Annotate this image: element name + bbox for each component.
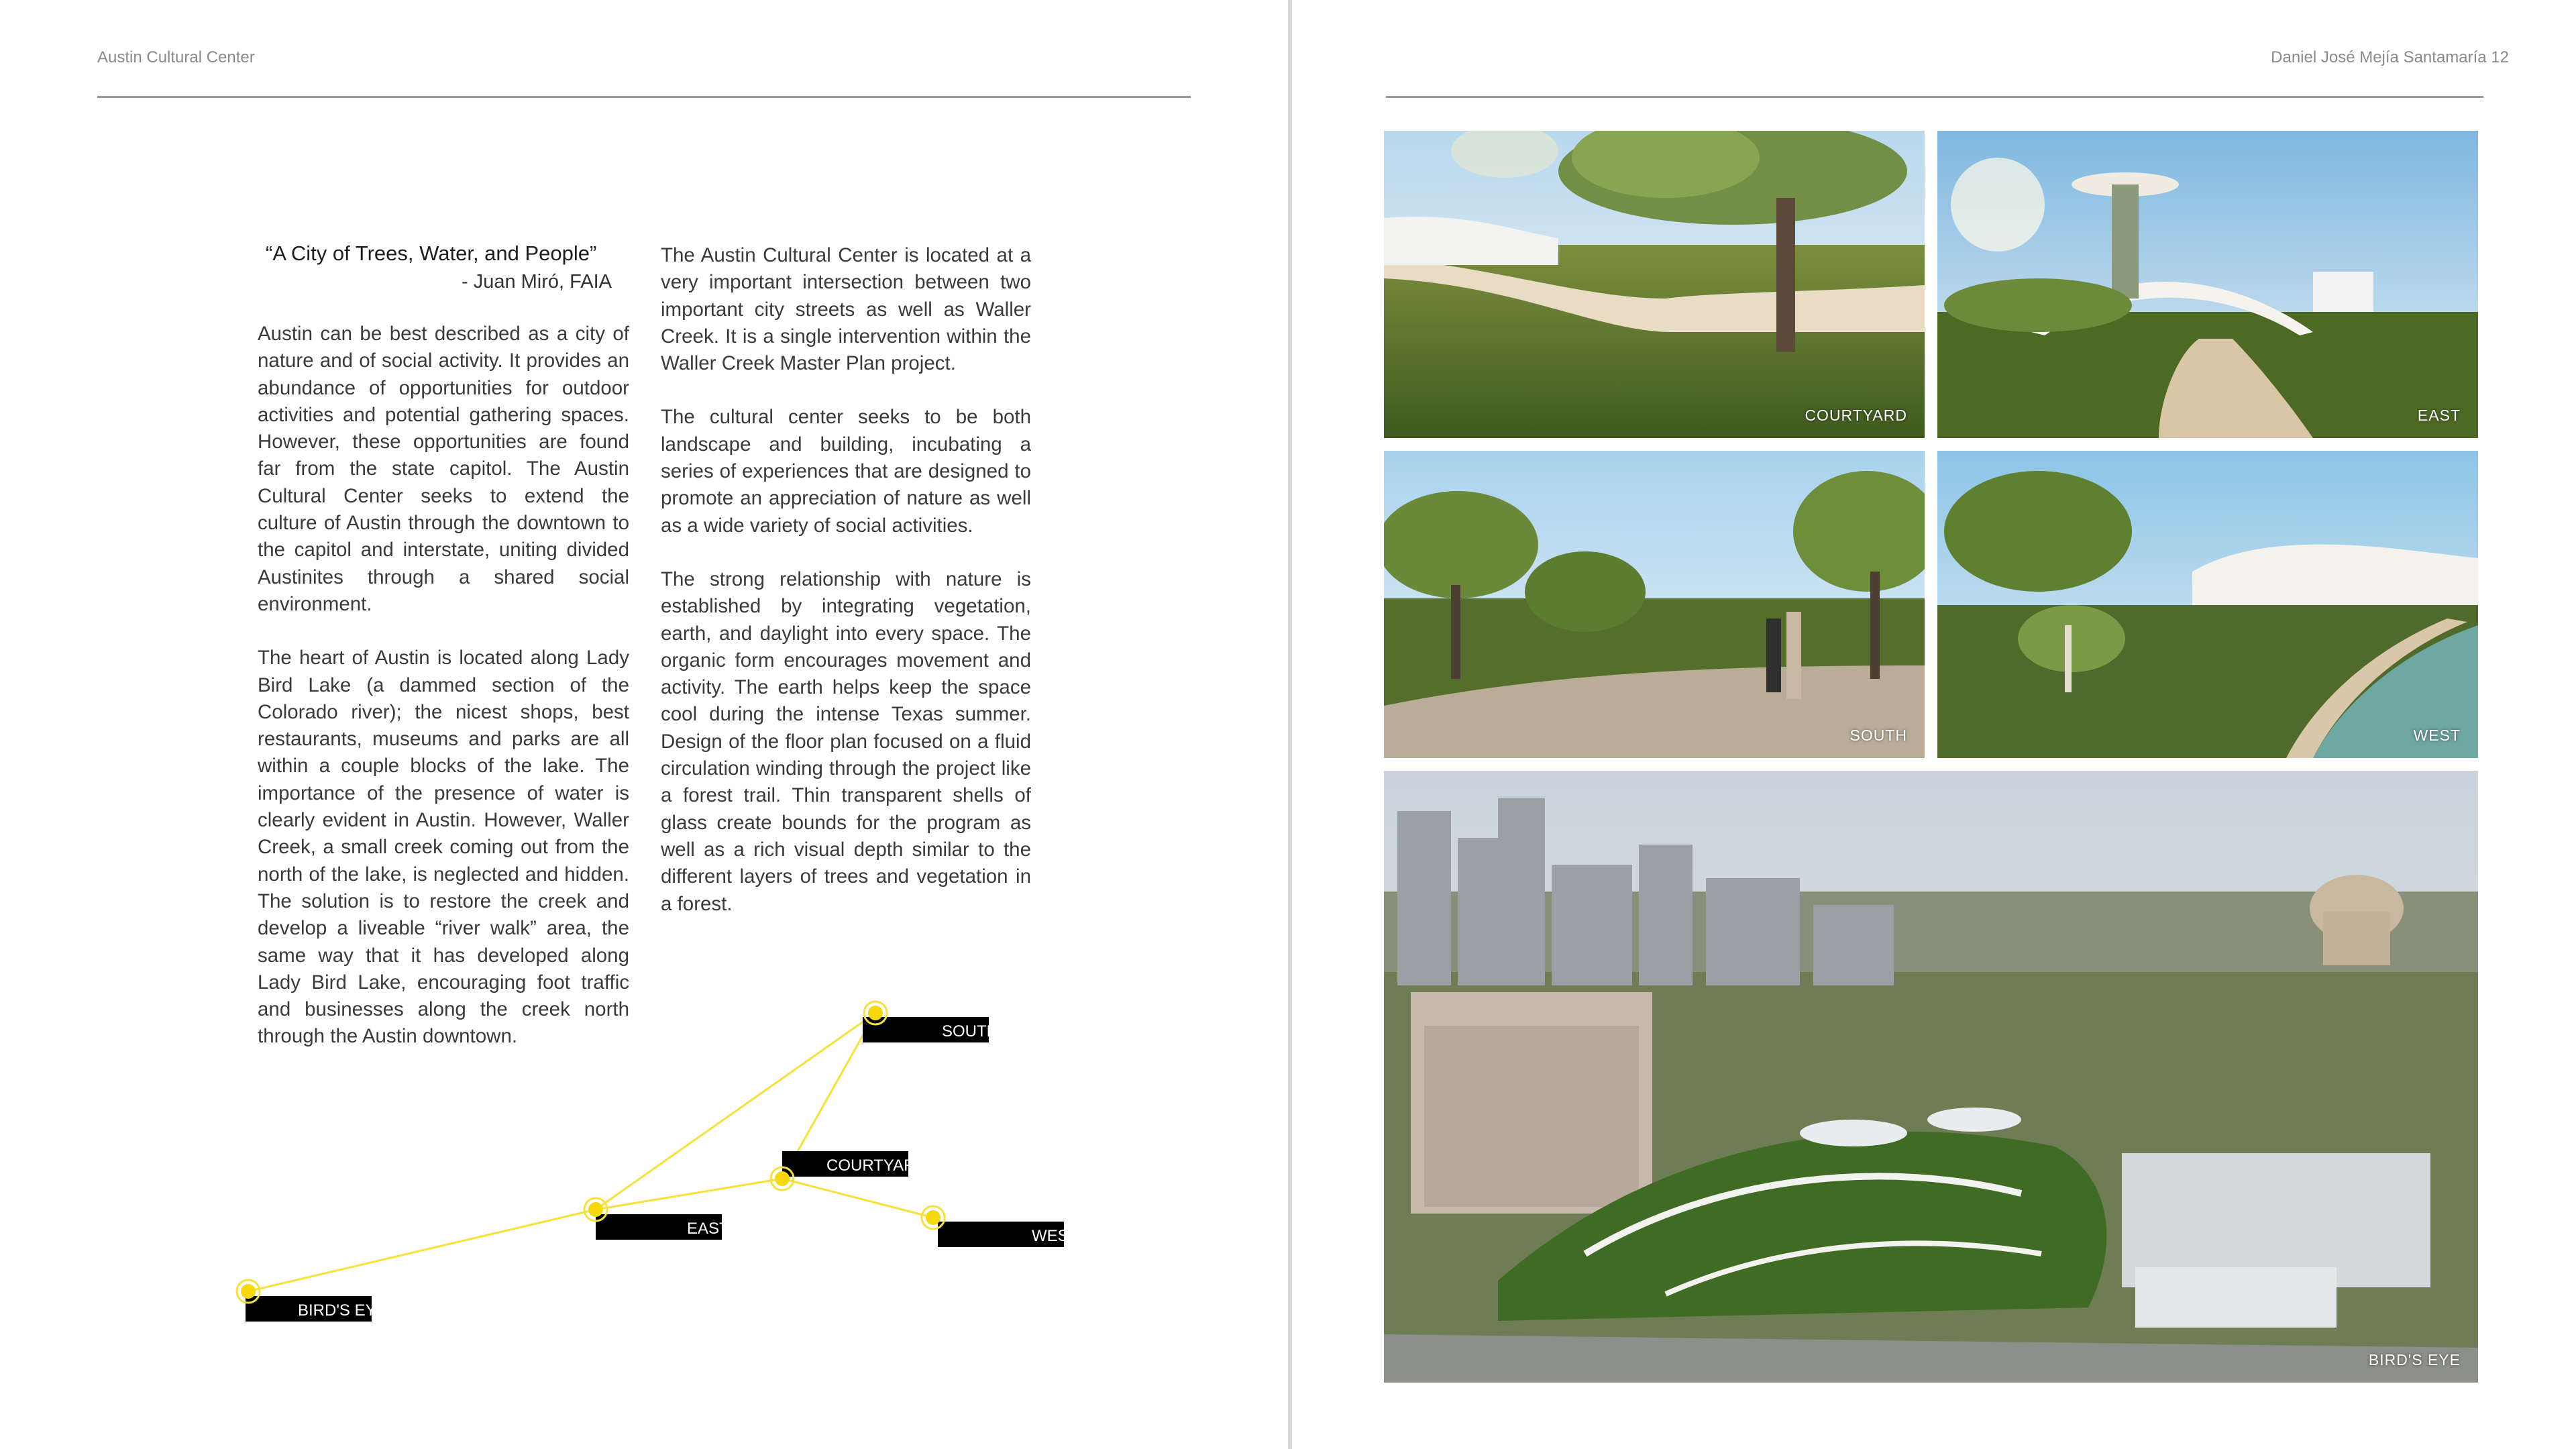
caption-east: EAST bbox=[2417, 407, 2461, 424]
header-rule-left bbox=[97, 96, 1191, 98]
render-east bbox=[1937, 131, 2478, 438]
label-birds-eye-text: BIRD'S EYE bbox=[298, 1301, 387, 1320]
paragraph: Austin can be best described as a city of nature and of social activity. It provides an abundance of opportunities for outdoor activities and potential gathering spaces. However, these opportunities are found far from the state capitol. The Austin Cultural Center seeks to extend the culture of Austin through the downtown to the capitol and interstate, uniting divided Austinites through a shared social environment. bbox=[258, 323, 629, 615]
label-birds-eye bbox=[246, 1296, 387, 1322]
label-west bbox=[938, 1222, 1079, 1247]
label-west-text: WEST bbox=[1032, 1227, 1079, 1245]
connector-birdseye-east bbox=[248, 1210, 596, 1291]
page-gutter bbox=[1288, 0, 1292, 1449]
running-head-right: Daniel José Mejía Santamaría 12 bbox=[2271, 48, 2509, 66]
render-west bbox=[1937, 451, 2478, 758]
label-east bbox=[596, 1214, 729, 1240]
render-courtyard bbox=[1384, 131, 1925, 438]
body-column-left bbox=[258, 321, 629, 1077]
epigraph-author: - Juan Miró, FAIA bbox=[461, 271, 612, 292]
paragraph: The cultural center seeks to be both landscape and building, incubating a series of experiences that are designed to promote an appreciation of nature as well as a wide variety of social activities. bbox=[661, 406, 1031, 537]
epigraph-quote: “A City of Trees, Water, and People” bbox=[266, 241, 597, 265]
running-head-left: Austin Cultural Center bbox=[97, 48, 255, 66]
caption-courtyard: COURTYARD bbox=[1805, 407, 1907, 424]
render-birds-eye bbox=[1384, 771, 2478, 1383]
label-courtyard bbox=[782, 1151, 927, 1177]
node-west bbox=[922, 1206, 945, 1229]
right-page bbox=[1295, 0, 2576, 1449]
connector-east-south bbox=[596, 1013, 875, 1210]
paragraph: The heart of Austin is located along Lady Bird Lake (a dammed section of the Colorado river); the nicest shops, best restaurants, museums and parks are all within a couple blocks of the lake. The importance of the presence of water is clearly evident in Austin. However, Waller Creek, a small creek coming out from the north of the lake, is neglected and hidden. The solution is to restore the creek and develop a liveable “river walk” area, the same way that it has developed along Lady Bird Lake, encouraging foot traffic and businesses along the creek north through the Austin downtown. bbox=[258, 647, 629, 1048]
label-south-text: SOUTH bbox=[942, 1022, 998, 1040]
caption-west: WEST bbox=[2413, 727, 2461, 744]
render-south bbox=[1384, 451, 1925, 758]
header-rule-right bbox=[1386, 96, 2483, 98]
label-courtyard-text: COURTYARD bbox=[826, 1157, 927, 1175]
body-column-right bbox=[661, 242, 1031, 945]
connector-east-courtyard bbox=[596, 1179, 782, 1210]
paragraph: The Austin Cultural Center is located at a very important intersection between two important city streets as well as Waller Creek. It is a single intervention within the Waller Creek Master Plan project. bbox=[661, 244, 1031, 375]
paragraph: The strong relationship with nature is established by integrating vegetation, earth, and daylight into every space. The organic form encourages movement and activity. The earth helps keep the space cool during the intense Texas summer. Design of the floor plan focused on a fluid circulation winding through the project like a forest trail. Thin transparent shells of glass create bounds for the program as well as a rich visual depth similar to the different layers of trees and vegetation in a forest. bbox=[661, 568, 1031, 915]
label-east-text: EAST bbox=[687, 1220, 729, 1238]
view-location-diagram bbox=[228, 986, 1100, 1362]
caption-south: SOUTH bbox=[1849, 727, 1907, 744]
caption-birds-eye: BIRD'S EYE bbox=[2368, 1351, 2461, 1368]
connector-courtyard-west bbox=[782, 1179, 933, 1218]
